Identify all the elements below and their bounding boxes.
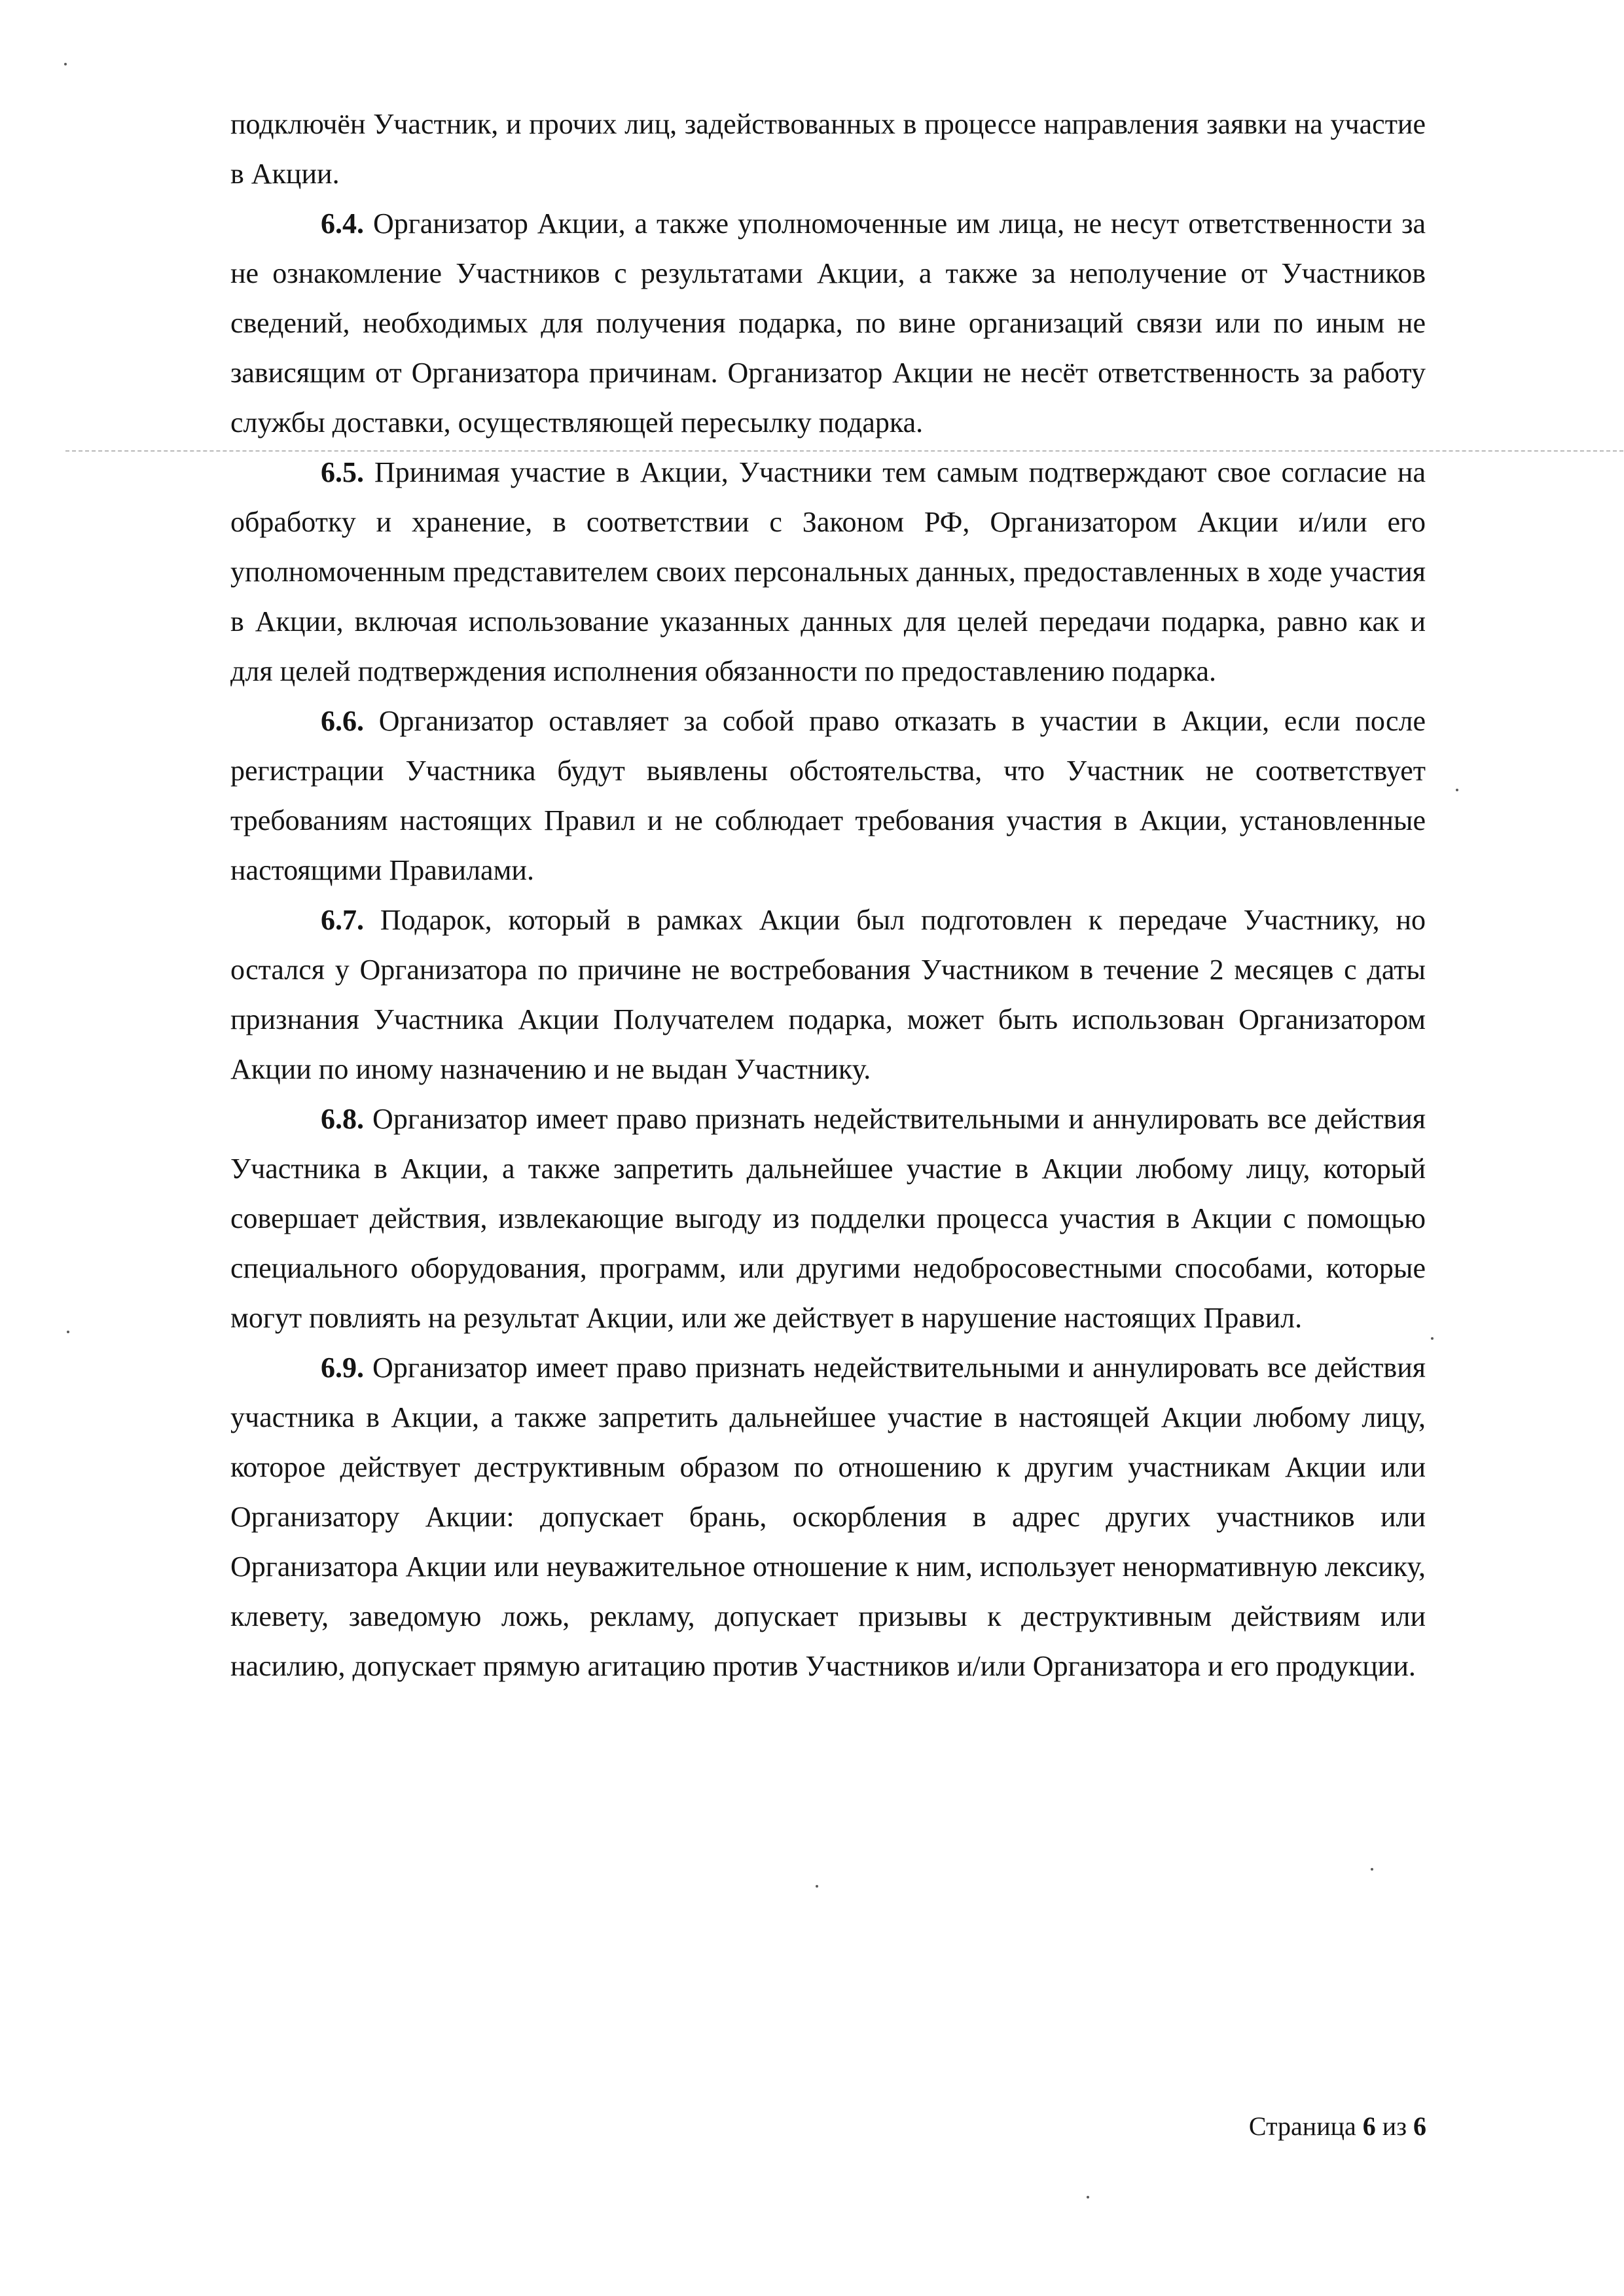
paragraph-number: 6.6. [321, 705, 364, 737]
paragraph-number: 6.4. [321, 207, 364, 240]
scan-speck [67, 1331, 69, 1333]
footer-label: Страница [1248, 2111, 1356, 2141]
paragraph-text: Подарок, который в рамках Акции был подготовлен к передаче Участнику, но остался у Организатора по причине не востребования Участником в течение 2 месяцев с даты признания Участника Акции Получателем подарка, может быть использован Организатором Акции по иному назначению и не выдан Участнику. [230, 904, 1426, 1085]
scan-speck [1456, 789, 1458, 791]
paragraph-6-6 [230, 696, 1426, 895]
scan-speck [64, 63, 67, 65]
paragraph-6-5 [230, 448, 1426, 696]
scan-speck [1431, 1337, 1434, 1340]
scan-speck [1087, 2196, 1089, 2198]
paragraph-text: подключён Участник, и прочих лиц, задействованных в процессе направления заявки на участие в Акции. [230, 108, 1426, 190]
paragraph-text: Организатор имеет право признать недействительными и аннулировать все действия участника в Акции, а также запретить дальнейшее участие в настоящей Акции любому лицу, которое действует деструктивным образом по отношению к другим участникам Акции или Организатору Акции: допускает брань, оскорбления в адрес других участников или Организатора Акции или неуважительное отношение к ним, использует ненормативную лексику, клевету, заведомую ложь, рекламу, допускает призывы к деструктивным действиям или насилию, допускает прямую агитацию против Участников и/или Организатора и его продукции. [230, 1352, 1426, 1682]
footer-separator: из [1382, 2111, 1407, 2141]
paragraph-6-7 [230, 895, 1426, 1094]
paragraph-number: 6.7. [321, 904, 364, 936]
scan-speck [1371, 1868, 1373, 1871]
paragraph-6-9 [230, 1343, 1426, 1691]
paragraph-text: Организатор имеет право признать недействительными и аннулировать все действия Участника в Акции, а также запретить дальнейшее участие в Акции любому лицу, который совершает действия, извлекающие выгоду из подделки процесса участия в Акции с помощью специального оборудования, программ, или другими недобросовестными способами, которые могут повлиять на результат Акции, или же действует в нарушение настоящих Правил. [230, 1103, 1426, 1334]
paragraph-number: 6.5. [321, 456, 364, 488]
document-body [230, 99, 1426, 1691]
paragraph-text: Принимая участие в Акции, Участники тем самым подтверждают свое согласие на обработку и хранение, в соответствии с Законом РФ, Организатором Акции и/или его уполномоченным представителем своих персональных данных, предоставленных в ходе участия в Акции, включая использование указанных данных для целей передачи подарка, равно как и для целей подтверждения исполнения обязанности по предоставлению подарка. [230, 456, 1426, 687]
paragraph-continuation [230, 99, 1426, 199]
paragraph-text: Организатор оставляет за собой право отказать в участии в Акции, если после регистрации Участника будут выявлены обстоятельства, что Участник не соответствует требованиям настоящих Правил и не соблюдает требования участия в Акции, установленные настоящими Правилами. [230, 705, 1426, 886]
paragraph-number: 6.9. [321, 1352, 364, 1384]
footer-current-page: 6 [1362, 2111, 1376, 2141]
footer-total-pages: 6 [1413, 2111, 1426, 2141]
paragraph-6-4 [230, 199, 1426, 448]
paragraph-number: 6.8. [321, 1103, 364, 1135]
paragraph-text: Организатор Акции, а также уполномоченные им лица, не несут ответственности за не ознакомление Участников с результатами Акции, а также за неполучение от Участников сведений, необходимых для получения подарка, по вине организаций связи или по иным не зависящим от Организатора причинам. Организатор Акции не несёт ответственность за работу службы доставки, осуществляющей пересылку подарка. [230, 207, 1426, 439]
paragraph-6-8 [230, 1094, 1426, 1343]
page-number-footer [1249, 2110, 1426, 2143]
scan-speck [816, 1885, 818, 1888]
